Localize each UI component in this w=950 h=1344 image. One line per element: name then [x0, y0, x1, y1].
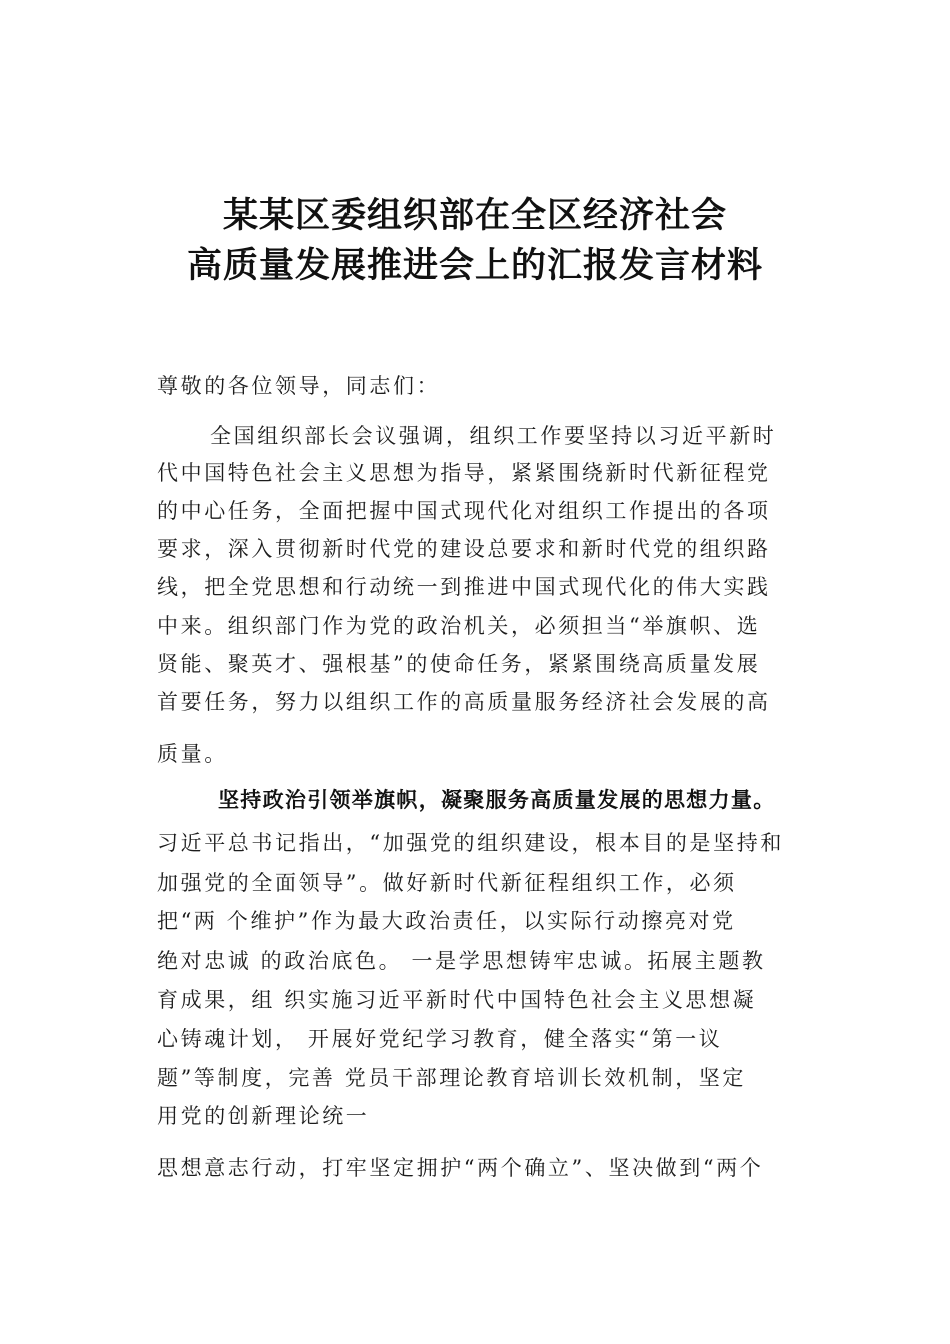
- paragraph-line: 把“两 个维护”作为最大政治责任，以实际行动擦亮对党: [157, 909, 736, 933]
- paragraph-line: 全国组织部长会议强调，组织工作要坚持以习近平新时: [210, 424, 777, 448]
- paragraph-line: 线，把全党思想和行动统一到推进中国式现代化的伟大实践: [157, 575, 771, 599]
- paragraph-line: 习近平总书记指出，“加强党的组织建设，根本目的是坚持和: [157, 831, 784, 855]
- paragraph-line: 代中国特色社会主义思想为指导，紧紧围绕新时代新征程党: [157, 461, 771, 485]
- paragraph-line: 心铸魂计划， 开展好党纪学习教育，健全落实“第一议: [157, 1027, 723, 1051]
- paragraph-line: 中来。组织部门作为党的政治机关，必须担当“举旗帜、选: [157, 614, 761, 638]
- paragraph-line: 题”等制度，完善 党员干部理论教育培训长效机制，坚定: [157, 1066, 747, 1090]
- salutation: 尊敬的各位领导，同志们：: [157, 374, 441, 398]
- paragraph-line: 用党的创新理论统一: [157, 1104, 370, 1128]
- paragraph-line: 贤能、聚英才、强根基”的使命任务，紧紧围绕高质量发展: [157, 652, 761, 676]
- paragraph-line: 首要任务，努力以组织工作的高质量服务经济社会发展的高: [157, 690, 771, 714]
- paragraph-line: 要求，深入贯彻新时代党的建设总要求和新时代党的组织路: [157, 537, 771, 561]
- paragraph-line: 绝对忠诚 的政治底色。 一是学思想铸牢忠诚。拓展主题教: [157, 949, 766, 973]
- document-title-line-1: 某某区委组织部在全区经济社会: [222, 196, 727, 236]
- paragraph-line: 的中心任务，全面把握中国式现代化对组织工作提出的各项: [157, 499, 771, 523]
- document-title-line-2: 高质量发展推进会上的汇报发言材料: [186, 246, 763, 286]
- paragraph-line: 育成果，组 织实施习近平新时代中国特色社会主义思想凝: [157, 988, 757, 1012]
- paragraph-line: 加强党的全面领导”。做好新时代新征程组织工作，必须: [157, 871, 737, 895]
- section-heading: 坚持政治引领举旗帜，凝聚服务高质量发展的思想力量。: [218, 788, 776, 812]
- paragraph-line: 质量。: [157, 742, 228, 766]
- paragraph-line: 思想意志行动，打牢坚定拥护“两个确立”、坚决做到“两个: [157, 1156, 764, 1180]
